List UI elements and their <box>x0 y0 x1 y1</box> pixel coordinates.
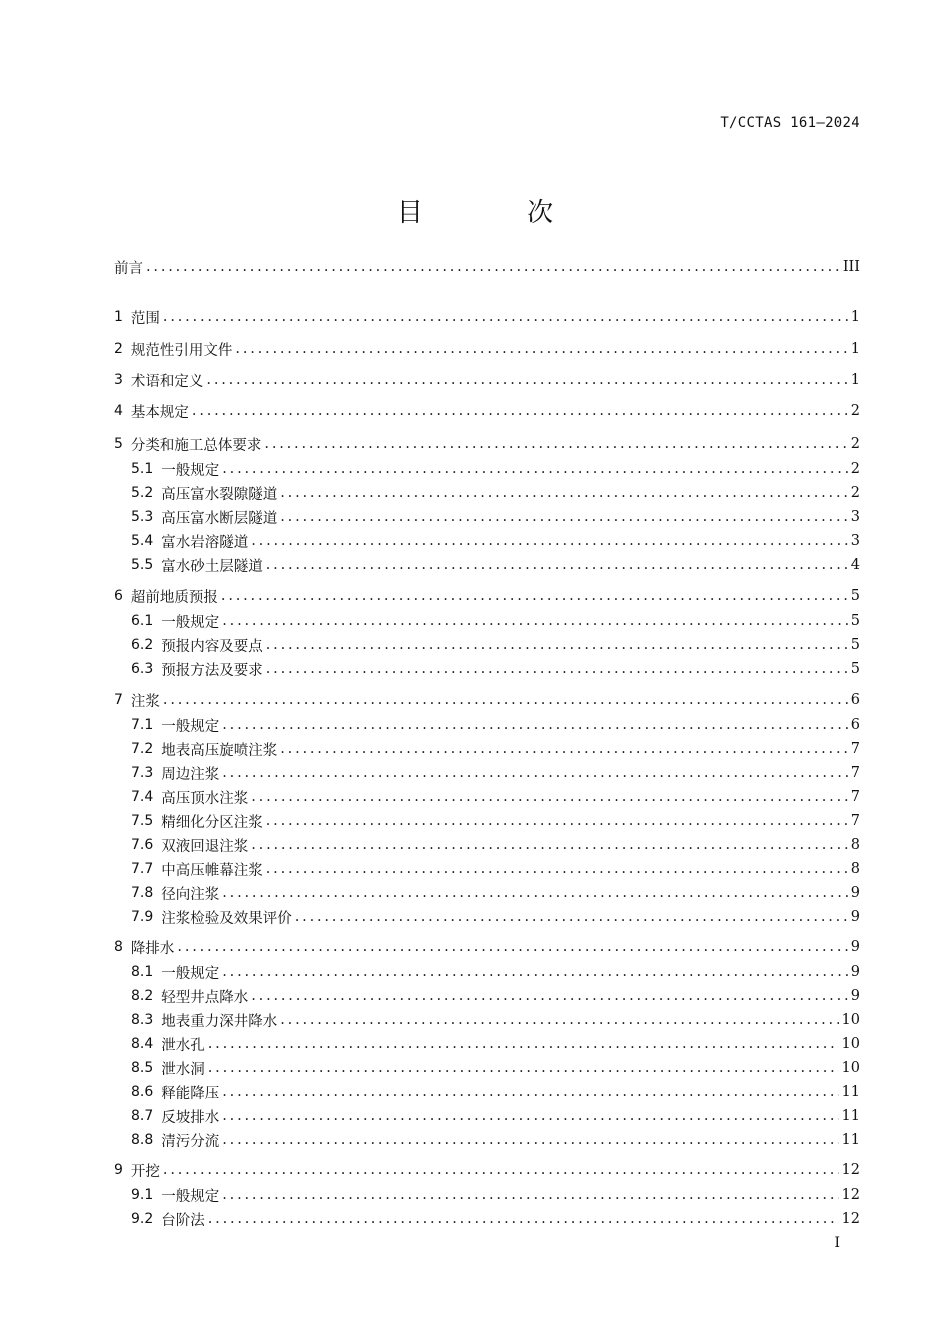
toc-entry[interactable] <box>114 433 860 455</box>
toc-entry-page: 9 <box>850 939 860 955</box>
toc-entry[interactable] <box>131 658 860 680</box>
toc-entry-number: 6.2 <box>131 637 154 653</box>
toc-entry-number: 7.6 <box>131 837 154 853</box>
toc-entry-number: 5.1 <box>131 461 154 477</box>
toc-entry-label: 规范性引用文件 <box>130 342 233 359</box>
toc-entry-label: 周边注浆 <box>161 766 220 783</box>
toc-entry-label: 地表高压旋喷注浆 <box>161 742 278 759</box>
toc-entry[interactable] <box>131 506 860 528</box>
toc-entry-label: 释能降压 <box>161 1085 220 1102</box>
toc-entry-label: 注浆 <box>130 693 160 710</box>
toc-entry-number: 8.8 <box>131 1132 154 1148</box>
toc-entry-label: 范围 <box>130 310 160 327</box>
toc-entry-number: 5.3 <box>131 509 154 525</box>
toc-leader-dots <box>222 1108 838 1124</box>
toc-entry-page: 4 <box>850 557 860 573</box>
toc-leader-dots <box>266 661 848 677</box>
toc-leader-dots <box>163 309 848 325</box>
toc-entry-label: 降排水 <box>130 940 175 957</box>
toc-leader-dots <box>208 1211 839 1227</box>
toc-entry-number: 8.2 <box>131 988 154 1004</box>
page-title: 目 次 <box>396 198 602 228</box>
toc-leader-dots <box>222 765 848 781</box>
toc-entry[interactable] <box>131 1129 860 1151</box>
toc-entry-label: 泄水孔 <box>161 1037 205 1054</box>
toc-entry-page: 12 <box>841 1211 860 1227</box>
toc-entry-number: 8.3 <box>131 1012 154 1028</box>
toc-entry-number: 3 <box>114 372 123 388</box>
toc-entry[interactable] <box>131 554 860 576</box>
toc-entry-number: 7.7 <box>131 861 154 877</box>
toc-entry-page: 1 <box>850 341 860 357</box>
toc-entry-label: 双液回退注浆 <box>161 838 249 855</box>
toc-entry-page: 5 <box>850 661 860 677</box>
toc-entry-page: 8 <box>850 837 860 853</box>
toc-entry-number: 9.2 <box>131 1211 154 1227</box>
toc-entry-number: 5 <box>114 436 123 452</box>
toc-entry[interactable] <box>114 256 860 278</box>
toc-leader-dots <box>266 861 848 877</box>
toc-entry-label: 地表重力深井降水 <box>161 1013 278 1030</box>
toc-entry-page: 9 <box>850 909 860 925</box>
toc-leader-dots <box>280 741 848 757</box>
toc-entry-number: 2 <box>114 341 123 357</box>
toc-entry[interactable] <box>131 530 860 552</box>
toc-entry-page: 11 <box>841 1084 860 1100</box>
toc-entry-page: 1 <box>850 372 860 388</box>
toc-leader-dots <box>222 964 848 980</box>
toc-entry-label: 一般规定 <box>161 965 220 982</box>
toc-entry-number: 8.5 <box>131 1060 154 1076</box>
toc-entry-page: 2 <box>850 403 860 419</box>
toc-entry-label: 一般规定 <box>161 718 220 735</box>
toc-entry-number: 7.8 <box>131 885 154 901</box>
toc-entry[interactable] <box>131 1105 860 1127</box>
toc-leader-dots <box>280 485 848 501</box>
toc-leader-dots <box>222 885 848 901</box>
toc-entry-page: 5 <box>850 588 860 604</box>
toc-entry[interactable] <box>114 338 860 360</box>
toc-entry-label: 清污分流 <box>161 1133 220 1150</box>
toc-entry-label: 分类和施工总体要求 <box>130 437 262 454</box>
toc-entry-label: 预报内容及要点 <box>161 638 263 655</box>
toc-entry-label: 基本规定 <box>130 404 189 421</box>
toc-leader-dots <box>222 461 848 477</box>
toc-entry-number: 8 <box>114 939 123 955</box>
toc-entry[interactable] <box>131 882 860 904</box>
toc-entry-number: 6.1 <box>131 613 154 629</box>
toc-entry[interactable] <box>114 400 860 422</box>
toc-entry-page: 8 <box>850 861 860 877</box>
toc-entry[interactable] <box>131 906 860 928</box>
toc-entry-number: 7.4 <box>131 789 154 805</box>
toc-entry-page: 12 <box>841 1187 860 1203</box>
toc-entry[interactable] <box>114 306 860 328</box>
toc-entry[interactable] <box>114 936 860 958</box>
toc-entry-page: 10 <box>841 1036 860 1052</box>
toc-leader-dots <box>264 436 847 452</box>
toc-entry-page: 7 <box>850 789 860 805</box>
toc-entry-label: 反坡排水 <box>161 1109 220 1126</box>
toc-entry-number: 7 <box>114 692 123 708</box>
toc-entry[interactable] <box>114 1159 860 1181</box>
toc-entry-number: 1 <box>114 309 123 325</box>
toc-entry-label: 注浆检验及效果评价 <box>161 910 292 927</box>
toc-leader-dots <box>295 909 848 925</box>
toc-leader-dots <box>280 1012 838 1028</box>
toc-entry[interactable] <box>114 585 860 607</box>
toc-entry-number: 8.7 <box>131 1108 154 1124</box>
toc-entry[interactable] <box>131 458 860 480</box>
toc-entry-page: 10 <box>841 1012 860 1028</box>
toc-entry[interactable] <box>131 834 860 856</box>
toc-entry-number: 7.1 <box>131 717 154 733</box>
toc-entry[interactable] <box>131 714 860 736</box>
document-code: T/CCTAS 161—2024 <box>720 115 860 131</box>
toc-entry-number: 9 <box>114 1162 123 1178</box>
toc-entry-number: 7.2 <box>131 741 154 757</box>
toc-entry-label: 轻型井点降水 <box>161 989 249 1006</box>
toc-leader-dots <box>266 637 848 653</box>
toc-entry[interactable] <box>131 1057 860 1079</box>
toc-leader-dots <box>251 533 848 549</box>
toc-entry-label: 前言 <box>114 260 143 277</box>
toc-entry-page: 5 <box>850 613 860 629</box>
toc-entry-number: 5.4 <box>131 533 154 549</box>
toc-entry[interactable] <box>114 689 860 711</box>
toc-entry-page: 7 <box>850 813 860 829</box>
toc-entry-label: 径向注浆 <box>161 886 220 903</box>
toc-entry-label: 精细化分区注浆 <box>161 814 263 831</box>
toc-entry-label: 高压富水裂隙隧道 <box>161 486 278 503</box>
toc-entry-label: 开挖 <box>130 1163 160 1180</box>
toc-leader-dots <box>222 613 848 629</box>
toc-entry[interactable] <box>131 482 860 504</box>
toc-entry-page: 9 <box>850 988 860 1004</box>
toc-entry-label: 超前地质预报 <box>130 589 218 606</box>
toc-entry-page: 6 <box>850 692 860 708</box>
toc-leader-dots <box>208 1060 839 1076</box>
toc-entry-label: 富水砂土层隧道 <box>161 558 263 575</box>
toc-entry-label: 术语和定义 <box>130 373 204 390</box>
toc-entry-label: 一般规定 <box>161 462 220 479</box>
toc-entry-number: 5.2 <box>131 485 154 501</box>
toc-entry[interactable] <box>131 1208 860 1230</box>
toc-entry-page: 12 <box>841 1162 860 1178</box>
toc-entry-page: 11 <box>841 1108 860 1124</box>
toc-entry-label: 中高压帷幕注浆 <box>161 862 263 879</box>
toc-entry-label: 泄水洞 <box>161 1061 205 1078</box>
toc-leader-dots <box>251 988 848 1004</box>
toc-leader-dots <box>222 717 848 733</box>
toc-entry-page: 7 <box>850 741 860 757</box>
toc-entry[interactable] <box>131 738 860 760</box>
toc-entry-number: 8.6 <box>131 1084 154 1100</box>
toc-entry-label: 高压顶水注浆 <box>161 790 249 807</box>
toc-entry[interactable] <box>131 858 860 880</box>
toc-leader-dots <box>251 837 848 853</box>
toc-leader-dots <box>177 939 847 955</box>
toc-entry-page: 7 <box>850 765 860 781</box>
toc-leader-dots <box>222 1187 838 1203</box>
toc-entry-page: 9 <box>850 964 860 980</box>
toc-leader-dots <box>266 813 848 829</box>
toc-entry[interactable] <box>114 369 860 391</box>
toc-entry-page: 2 <box>850 461 860 477</box>
toc-entry-label: 高压富水断层隧道 <box>161 510 278 527</box>
toc-leader-dots <box>206 372 847 388</box>
toc-entry-number: 7.9 <box>131 909 154 925</box>
toc-entry-page: 6 <box>850 717 860 733</box>
toc-entry-page: 2 <box>850 485 860 501</box>
toc-entry-number: 8.4 <box>131 1036 154 1052</box>
toc-entry-number: 6.3 <box>131 661 154 677</box>
toc-entry-number: 6 <box>114 588 123 604</box>
toc-entry[interactable] <box>131 610 860 632</box>
toc-entry[interactable] <box>131 985 860 1007</box>
toc-leader-dots <box>208 1036 839 1052</box>
toc-leader-dots <box>222 1132 838 1148</box>
toc-entry[interactable] <box>131 786 860 808</box>
toc-entry-label: 台阶法 <box>161 1212 205 1229</box>
toc-entry-number: 8.1 <box>131 964 154 980</box>
footer-page-number: I <box>834 1235 840 1251</box>
toc-entry-page: 9 <box>850 885 860 901</box>
toc-leader-dots <box>266 557 848 573</box>
toc-entry-number: 5.5 <box>131 557 154 573</box>
toc-entry-page: 3 <box>850 533 860 549</box>
toc-entry-number: 4 <box>114 403 123 419</box>
toc-entry-page: 5 <box>850 637 860 653</box>
toc-entry-page: 11 <box>841 1132 860 1148</box>
toc-leader-dots <box>146 259 840 275</box>
toc-entry-label: 富水岩溶隧道 <box>161 534 249 551</box>
toc-leader-dots <box>251 789 848 805</box>
toc-entry-page: III <box>842 259 860 275</box>
toc-leader-dots <box>280 509 848 525</box>
toc-entry[interactable] <box>131 1184 860 1206</box>
toc-leader-dots <box>222 1084 838 1100</box>
toc-leader-dots <box>163 1162 839 1178</box>
toc-entry[interactable] <box>131 762 860 784</box>
toc-entry-number: 7.3 <box>131 765 154 781</box>
toc-leader-dots <box>235 341 847 357</box>
toc-entry[interactable] <box>131 1033 860 1055</box>
toc-entry-label: 一般规定 <box>161 1188 220 1205</box>
toc-leader-dots <box>163 692 848 708</box>
toc-entry-number: 7.5 <box>131 813 154 829</box>
toc-entry[interactable] <box>131 1081 860 1103</box>
toc-entry-page: 3 <box>850 509 860 525</box>
toc-entry-label: 预报方法及要求 <box>161 662 263 679</box>
toc-entry[interactable] <box>131 810 860 832</box>
toc-entry-page: 10 <box>841 1060 860 1076</box>
toc-entry-number: 9.1 <box>131 1187 154 1203</box>
toc-entry-page: 2 <box>850 436 860 452</box>
toc-leader-dots <box>192 403 848 419</box>
toc-leader-dots <box>221 588 848 604</box>
toc-entry-label: 一般规定 <box>161 614 220 631</box>
toc-entry-page: 1 <box>850 309 860 325</box>
toc-entry[interactable] <box>131 961 860 983</box>
toc-entry[interactable] <box>131 634 860 656</box>
toc-entry[interactable] <box>131 1009 860 1031</box>
